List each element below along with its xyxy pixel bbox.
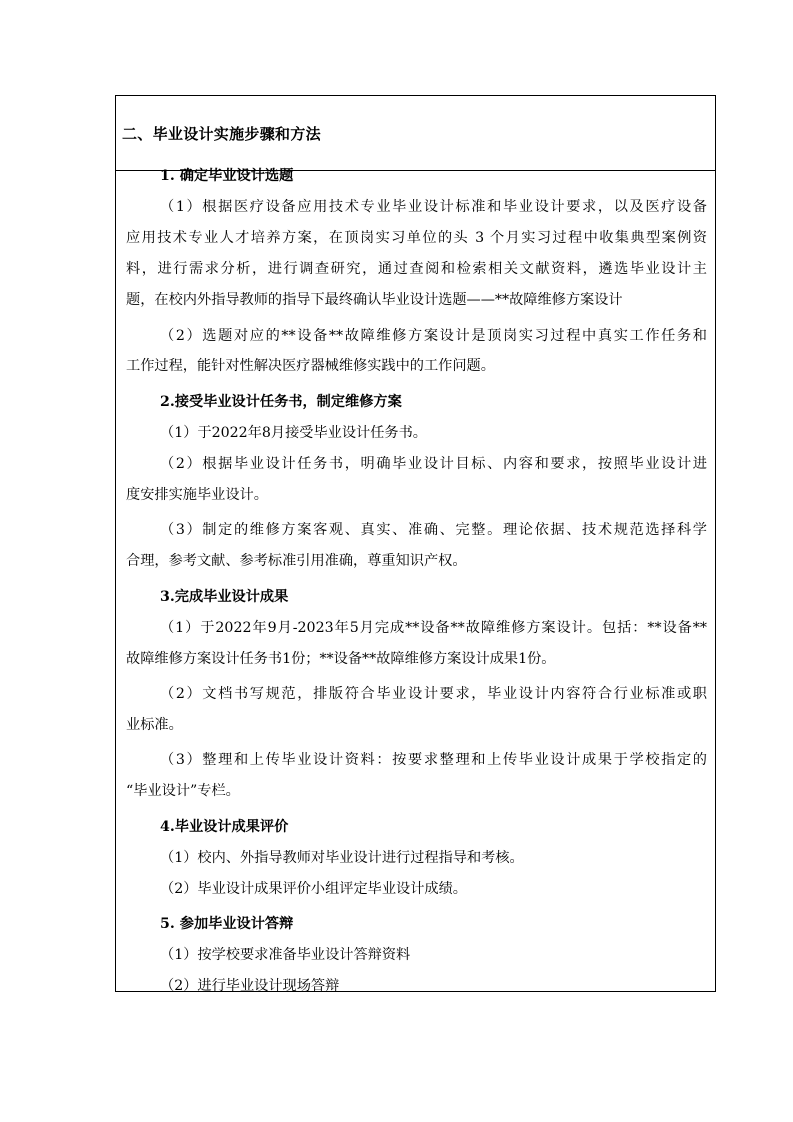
step-heading: 3.完成毕业设计成果 [160, 589, 289, 605]
paragraph-line: 料，进行需求分析，进行调查研究，通过查阅和检索相关文献资料，遴选毕业设计主 [126, 261, 707, 277]
paragraph-line: （1）根据医疗设备应用技术专业毕业设计标准和毕业设计要求，以及医疗设备 [160, 199, 707, 215]
section-header-row [116, 96, 715, 171]
paragraph-line: （2）毕业设计成果评价小组评定毕业设计成绩。 [160, 881, 467, 897]
paragraph-line: 故障维修方案设计任务书1份；**设备**故障维修方案设计成果1份。 [126, 651, 556, 667]
section-title: 二、毕业设计实施步骤和方法 [122, 125, 321, 143]
paragraph-line: （3）整理和上传毕业设计资料：按要求整理和上传毕业设计成果于学校指定的 [160, 752, 707, 768]
step-heading: 2.接受毕业设计任务书，制定维修方案 [160, 394, 402, 410]
paragraph-line: 合理，参考文献、参考标准引用准确，尊重知识产权。 [126, 553, 467, 569]
paragraph-line: （2）选题对应的**设备**故障维修方案设计是顶岗实习过程中真实工作任务和 [160, 328, 707, 344]
paragraph-line: （3）制定的维修方案客观、真实、准确、完整。理论依据、技术规范选择科学 [160, 522, 707, 538]
paragraph-line: （1）按学校要求准备毕业设计答辩资料 [160, 947, 411, 963]
paragraph-line: 业标准。 [126, 717, 183, 733]
paragraph-line: （1）于2022年9月-2023年5月完成**设备**故障维修方案设计。包括：**设备** [160, 620, 707, 636]
step-heading: 4.毕业设计成果评价 [160, 819, 289, 835]
paragraph-line: （1）校内、外指导教师对毕业设计进行过程指导和考核。 [160, 850, 524, 866]
document-table [115, 95, 716, 992]
paragraph-line: （1）于2022年8月接受毕业设计任务书。 [160, 425, 427, 441]
step-heading: 1. 确定毕业设计选题 [160, 168, 294, 184]
paragraph-line: 工作过程，能针对性解决医疗器械维修实践中的工作问题。 [126, 358, 495, 374]
paragraph-line: （2）进行毕业设计现场答辩 [160, 978, 340, 994]
step-heading: 5. 参加毕业设计答辩 [160, 916, 294, 932]
paragraph-line: “毕业设计”专栏。 [126, 783, 240, 799]
paragraph-line: （2）文档书写规范，排版符合毕业设计要求，毕业设计内容符合行业标准或职 [160, 686, 707, 702]
paragraph-line: 度安排实施毕业设计。 [126, 487, 268, 503]
paragraph-line: 应用技术专业人才培养方案，在顶岗实习单位的头 3 个月实习过程中收集典型案例资 [126, 230, 707, 246]
paragraph-line: 题，在校内外指导教师的指导下最终确认毕业设计选题——**故障维修方案设计 [126, 292, 623, 308]
paragraph-line: （2）根据毕业设计任务书，明确毕业设计目标、内容和要求，按照毕业设计进 [160, 456, 707, 472]
